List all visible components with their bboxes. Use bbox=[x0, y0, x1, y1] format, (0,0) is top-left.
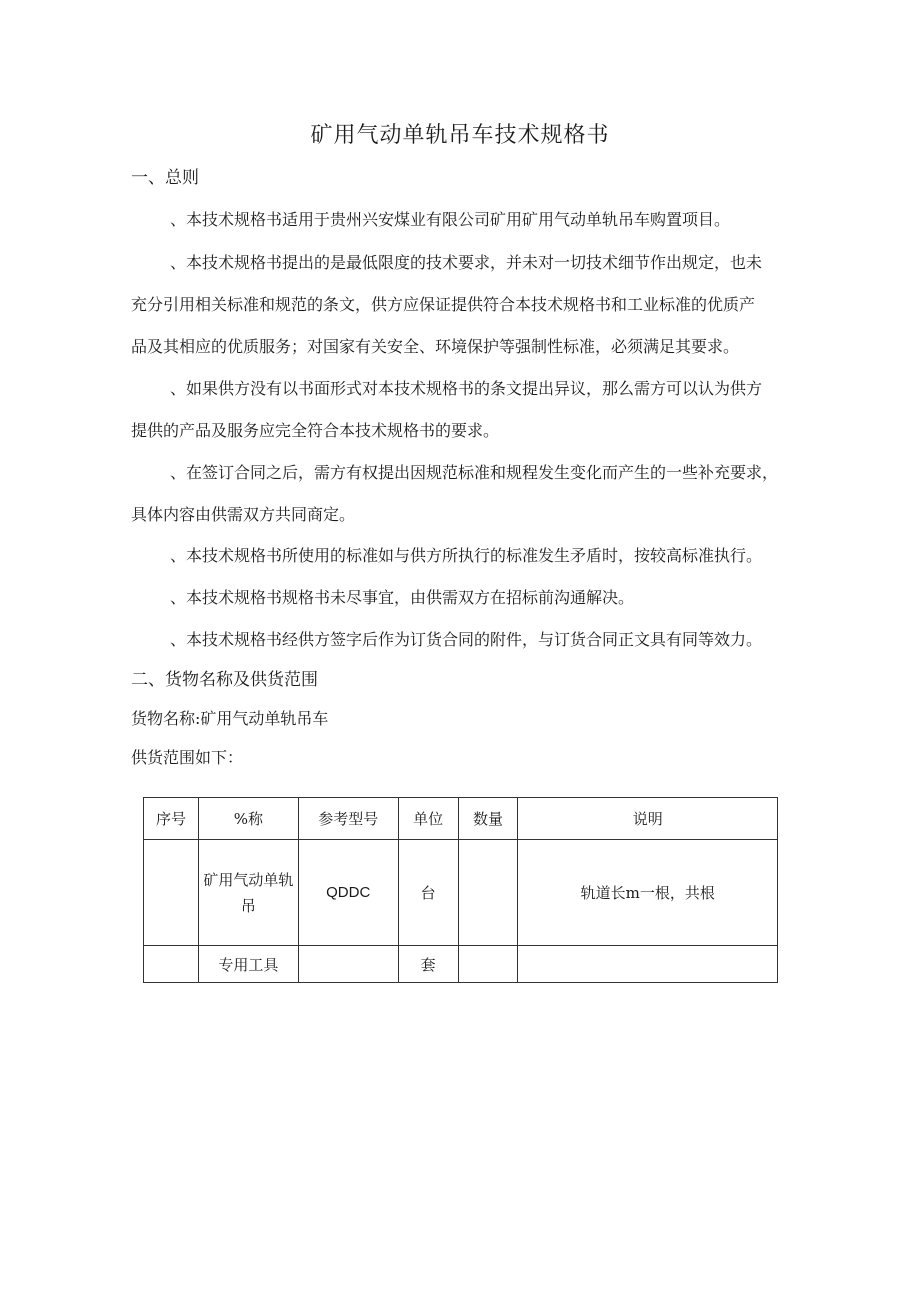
table-cell bbox=[518, 946, 778, 983]
paragraph-1: 、本技术规格书适用于贵州兴安煤业有限公司矿用矿用气动单轨吊车购置项目。 bbox=[170, 210, 731, 229]
table-cell: 套 bbox=[398, 946, 458, 983]
table-cell: 轨道长m一根，共根 bbox=[518, 840, 778, 946]
header-cell: %称 bbox=[198, 798, 298, 840]
paragraph-2-line-3: 品及其相应的优质服务；对国家有关安全、环境保护等强制性标准，必须满足其要求。 bbox=[131, 337, 740, 356]
table-cell bbox=[458, 946, 518, 983]
table-cell: 矿用气动单轨吊 bbox=[198, 840, 298, 946]
section-1-heading: 一、总则 bbox=[131, 168, 199, 188]
paragraph-4-line-1: 、在签订合同之后，需方有权提出因规范标准和规程发生变化而产生的一些补充要求， bbox=[170, 463, 779, 482]
header-cell: 序号 bbox=[144, 798, 199, 840]
supply-scope-table bbox=[143, 797, 778, 983]
table-row bbox=[144, 840, 778, 946]
document-title: 矿用气动单轨吊车技术规格书 bbox=[310, 123, 610, 148]
paragraph-7: 、本技术规格书经供方签字后作为订货合同的附件，与订货合同正文具有同等效力。 bbox=[170, 630, 763, 649]
table-cell: 专用工具 bbox=[198, 946, 298, 983]
header-cell: 单位 bbox=[398, 798, 458, 840]
paragraph-4-line-2: 具体内容由供需双方共同商定。 bbox=[131, 505, 356, 524]
table-cell: QDDC bbox=[298, 840, 398, 946]
table-cell bbox=[298, 946, 398, 983]
supply-scope-label: 供货范围如下： bbox=[131, 748, 244, 767]
paragraph-2-line-1: 、本技术规格书提出的是最低限度的技术要求，并未对一切技术细节作出规定，也未 bbox=[170, 253, 763, 272]
table-header-row bbox=[144, 798, 778, 840]
paragraph-6: 、本技术规格书规格书未尽事宜，由供需双方在招标前沟通解决。 bbox=[170, 588, 635, 607]
table-row bbox=[144, 946, 778, 983]
paragraph-3-line-2: 提供的产品及服务应完全符合本技术规格书的要求。 bbox=[131, 421, 500, 440]
table-cell bbox=[458, 840, 518, 946]
paragraph-5: 、本技术规格书所使用的标准如与供方所执行的标准发生矛盾时，按较高标准执行。 bbox=[170, 546, 763, 565]
paragraph-3-line-1: 、如果供方没有以书面形式对本技术规格书的条文提出异议，那么需方可以认为供方 bbox=[170, 379, 763, 398]
table-cell: 台 bbox=[398, 840, 458, 946]
table-cell bbox=[144, 946, 199, 983]
header-cell: 参考型号 bbox=[298, 798, 398, 840]
goods-name: 货物名称:矿用气动单轨吊车 bbox=[131, 709, 329, 728]
paragraph-2-line-2: 充分引用相关标准和规范的条文，供方应保证提供符合本技术规格书和工业标准的优质产 bbox=[131, 295, 756, 314]
table-cell bbox=[144, 840, 199, 946]
header-cell: 说明 bbox=[518, 798, 778, 840]
header-cell: 数量 bbox=[458, 798, 518, 840]
section-2-heading: 二、货物名称及供货范围 bbox=[131, 670, 318, 690]
